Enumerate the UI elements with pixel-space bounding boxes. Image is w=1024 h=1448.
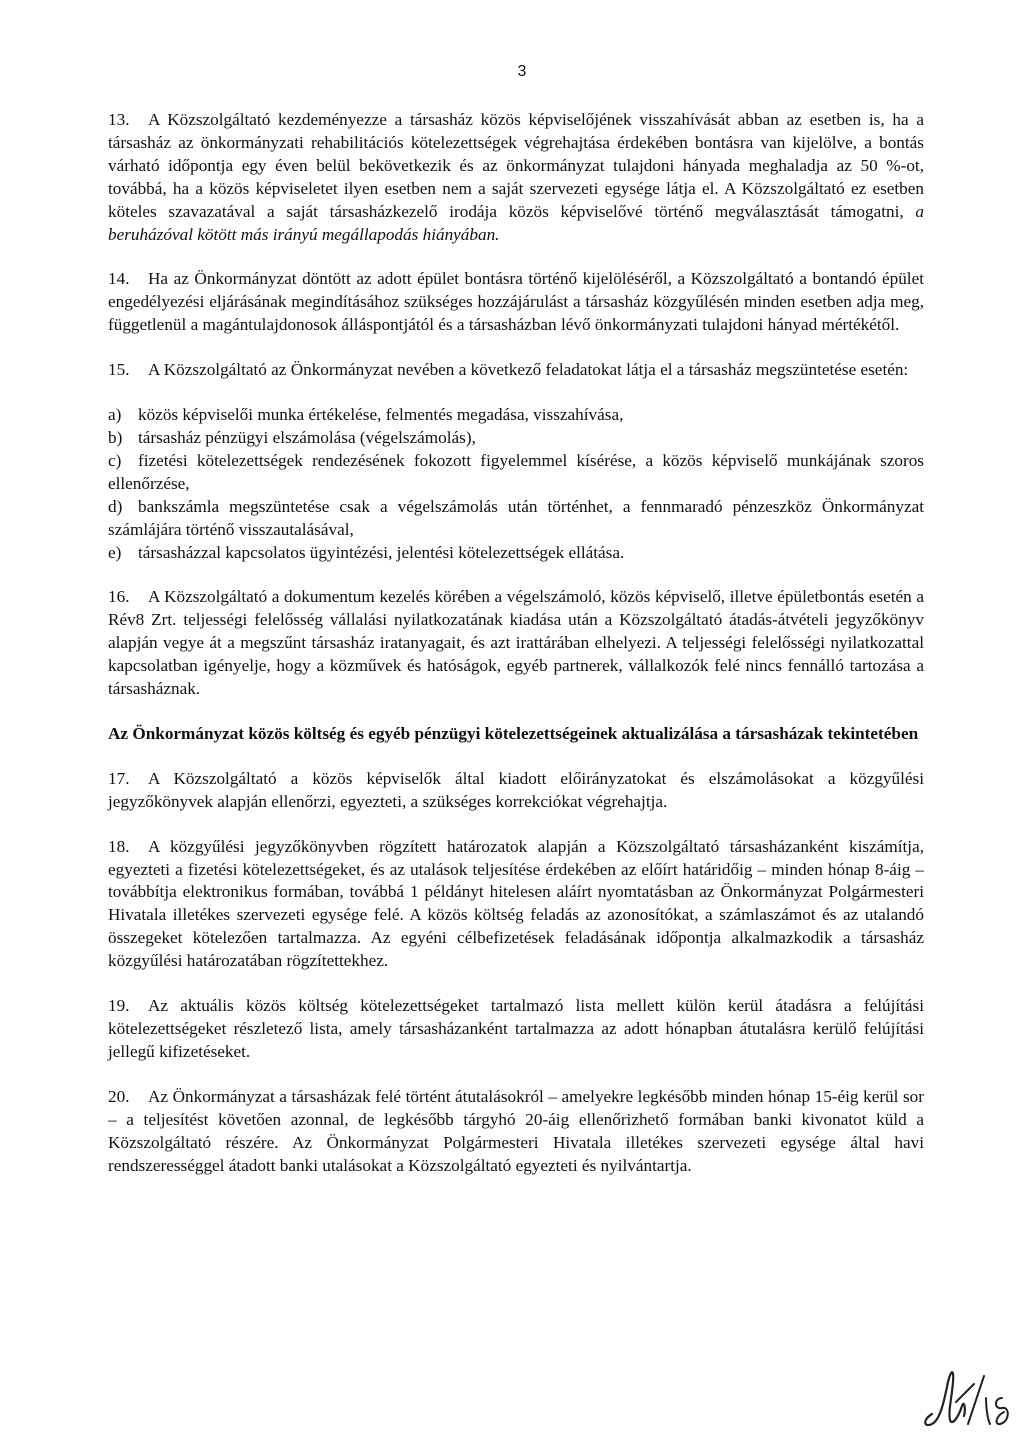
paragraph-16 — [108, 586, 924, 701]
section-heading: Az Önkormányzat közös költség és egyéb pénzügyi kötelezettségeinek aktualizálása a társasházak tekintetében — [108, 723, 919, 743]
paragraph-number: 18. — [108, 836, 130, 856]
list-item-label: c) — [108, 450, 122, 470]
paragraph-text: A Közszolgáltató az Önkormányzat nevében a következő feladatokat látja el a társasház megszüntetése esetén: — [148, 360, 909, 380]
list-item — [108, 496, 924, 542]
list-item — [108, 427, 924, 450]
paragraph-18 — [108, 836, 924, 973]
paragraph-number: 13. — [108, 110, 130, 129]
paragraph-text: Az Önkormányzat a társasházak felé történt átutalásokról – amelyekre legkésőbb minden hónap 15-éig kerül sor – a teljesítést követően azonnal, de legkésőbb tárgyhó 20-áig ellenőrizhető formában banki kivonatot küld a Közszolgáltató részére. Az Önkormányzat Polgármesteri Hivatala illetékes szervezeti egysége által havi rendszerességgel átadott banki utalásokat a Közszolgáltató egyezteti és nyilvántartja. — [108, 1086, 924, 1175]
paragraph-text: A Közszolgáltató a dokumentum kezelés körében a végelszámoló, közös képviselő, illetve épületbontás esetén a Rév8 Zrt. teljességi felelősség vállalási nyilatkozatának kiadása után a Közszolgáltató átadás-átvételi jegyzőkönyv alapján vegye át a megszűnt társasház iratanyagait, és azt irattárában elhelyezi. A teljességi felelősségi nyilatkozattal kapcsolatban igényelje, hogy a közművek és hatóságok, egyéb partnerek, vállalkozók felé nincs fennálló tartozása a társasháznak. — [108, 587, 924, 699]
list-item-label: d) — [108, 496, 123, 516]
list-item-text: fizetési kötelezettségek rendezésének fokozott figyelemmel kísérése, a közös képviselő munkájának szoros ellenőrzése, — [108, 450, 924, 493]
paragraph-number: 15. — [108, 360, 130, 380]
paragraph-number: 17. — [108, 768, 130, 788]
paragraph-13 — [108, 109, 924, 246]
paragraph-text: Az aktuális közös költség kötelezettségeket tartalmazó lista mellett külön kerül átadásra a felújítási kötelezettségeket részletező lista, amely társasházanként tartalmazza az adott hónapban átutalásra kerülő felújítási jellegű kifizetéseket. — [108, 996, 924, 1061]
paragraph-17 — [108, 768, 924, 814]
paragraph-text: A Közszolgáltató a közös képviselők által kiadott előirányzatokat és elszámolásokat a közgyűlési jegyzőkönyvek alapján ellenőrzi, egyezteti, a szükséges korrekciókat végrehajtja. — [108, 768, 924, 811]
list-item-text: közös képviselői munka értékelése, felmentés megadása, visszahívása, — [138, 405, 624, 425]
document-body — [108, 109, 924, 1199]
paragraph-text: A közgyűlési jegyzőkönyvben rögzített határozatok alapján a Közszolgáltató társasházanként kiszámítja, egyezteti a fizetési kötelezettségeket, és az utalások teljesítése érdekében az előírt határidőig – minden hónap 8-áig – továbbítja elektronikus formában, továbbá 1 példányt hitelesen aláírt nyomtatásban az Önkormányzat Polgármesteri Hivatala illetékes szervezeti egysége felé. A közös költség feladás az azonosítókat, a számlaszámot és az utalandó összegeket kötelezően tartalmazza. Az egyéni célbefizetések feladásának időpontja alkalmazkodik a társasház közgyűlési határozatában rögzítettekhez. — [108, 836, 924, 971]
paragraph-14 — [108, 268, 924, 337]
paragraph-20 — [108, 1086, 924, 1178]
paragraph-italic-text: a beruházóval kötött más irányú megállapodás hiányában. — [108, 201, 924, 244]
list-item-label: b) — [108, 427, 123, 447]
paragraph-number: 19. — [108, 996, 130, 1016]
task-list — [108, 404, 924, 564]
paragraph-19 — [108, 995, 924, 1064]
list-item — [108, 542, 924, 565]
list-item-label: e) — [108, 542, 122, 562]
list-item-text: bankszámla megszüntetése csak a végelszámolás után történhet, a fennmaradó pénzeszköz Önkormányzat számlájára történő visszautalásával, — [108, 496, 924, 539]
page-number: 3 — [517, 63, 527, 80]
list-item — [108, 450, 924, 496]
paragraph-number: 14. — [108, 269, 130, 289]
paragraph-text: Ha az Önkormányzat döntött az adott épület bontásra történő kijelöléséről, a Közszolgáltató a bontandó épület engedélyezési eljárásának megindításához szükséges hozzájárulást a társasház közgyűlésén minden esetben adja meg, függetlenül a magántulajdonosok álláspontjától és a társasházban lévő önkormányzati tulajdoni hányad mértékétől. — [108, 269, 924, 335]
paragraph-number: 20. — [108, 1086, 130, 1106]
list-item-text: társasház pénzügyi elszámolása (végelszámolás), — [138, 427, 476, 447]
list-item — [108, 404, 924, 427]
handwritten-signature — [918, 1362, 1018, 1432]
paragraph-15 — [108, 359, 924, 382]
paragraph-number: 16. — [108, 587, 130, 607]
list-item-text: társasházzal kapcsolatos ügyintézési, jelentési kötelezettségek ellátása. — [138, 542, 625, 562]
paragraph-text: A Közszolgáltató kezdeményezze a társasház közös képviselőjének visszahívását abban az esetben is, ha a társasház az önkormányzati rehabilitációs kötelezettségek végrehajtása érdekében bontásra van kijelölve, a bontás várható időpontja egy éven belül bekövetkezik és az önkormányzat tulajdoni hányada meghaladja az 50 %-ot, továbbá, ha a közös képviseletet ilyen esetben nem a saját szervezeti egysége látja el. A Közszolgáltató ez esetben köteles szavazatával a saját társasházkezelő irodája közös képviselővé történő megválasztását támogatni, — [108, 110, 924, 221]
list-item-label: a) — [108, 405, 122, 425]
